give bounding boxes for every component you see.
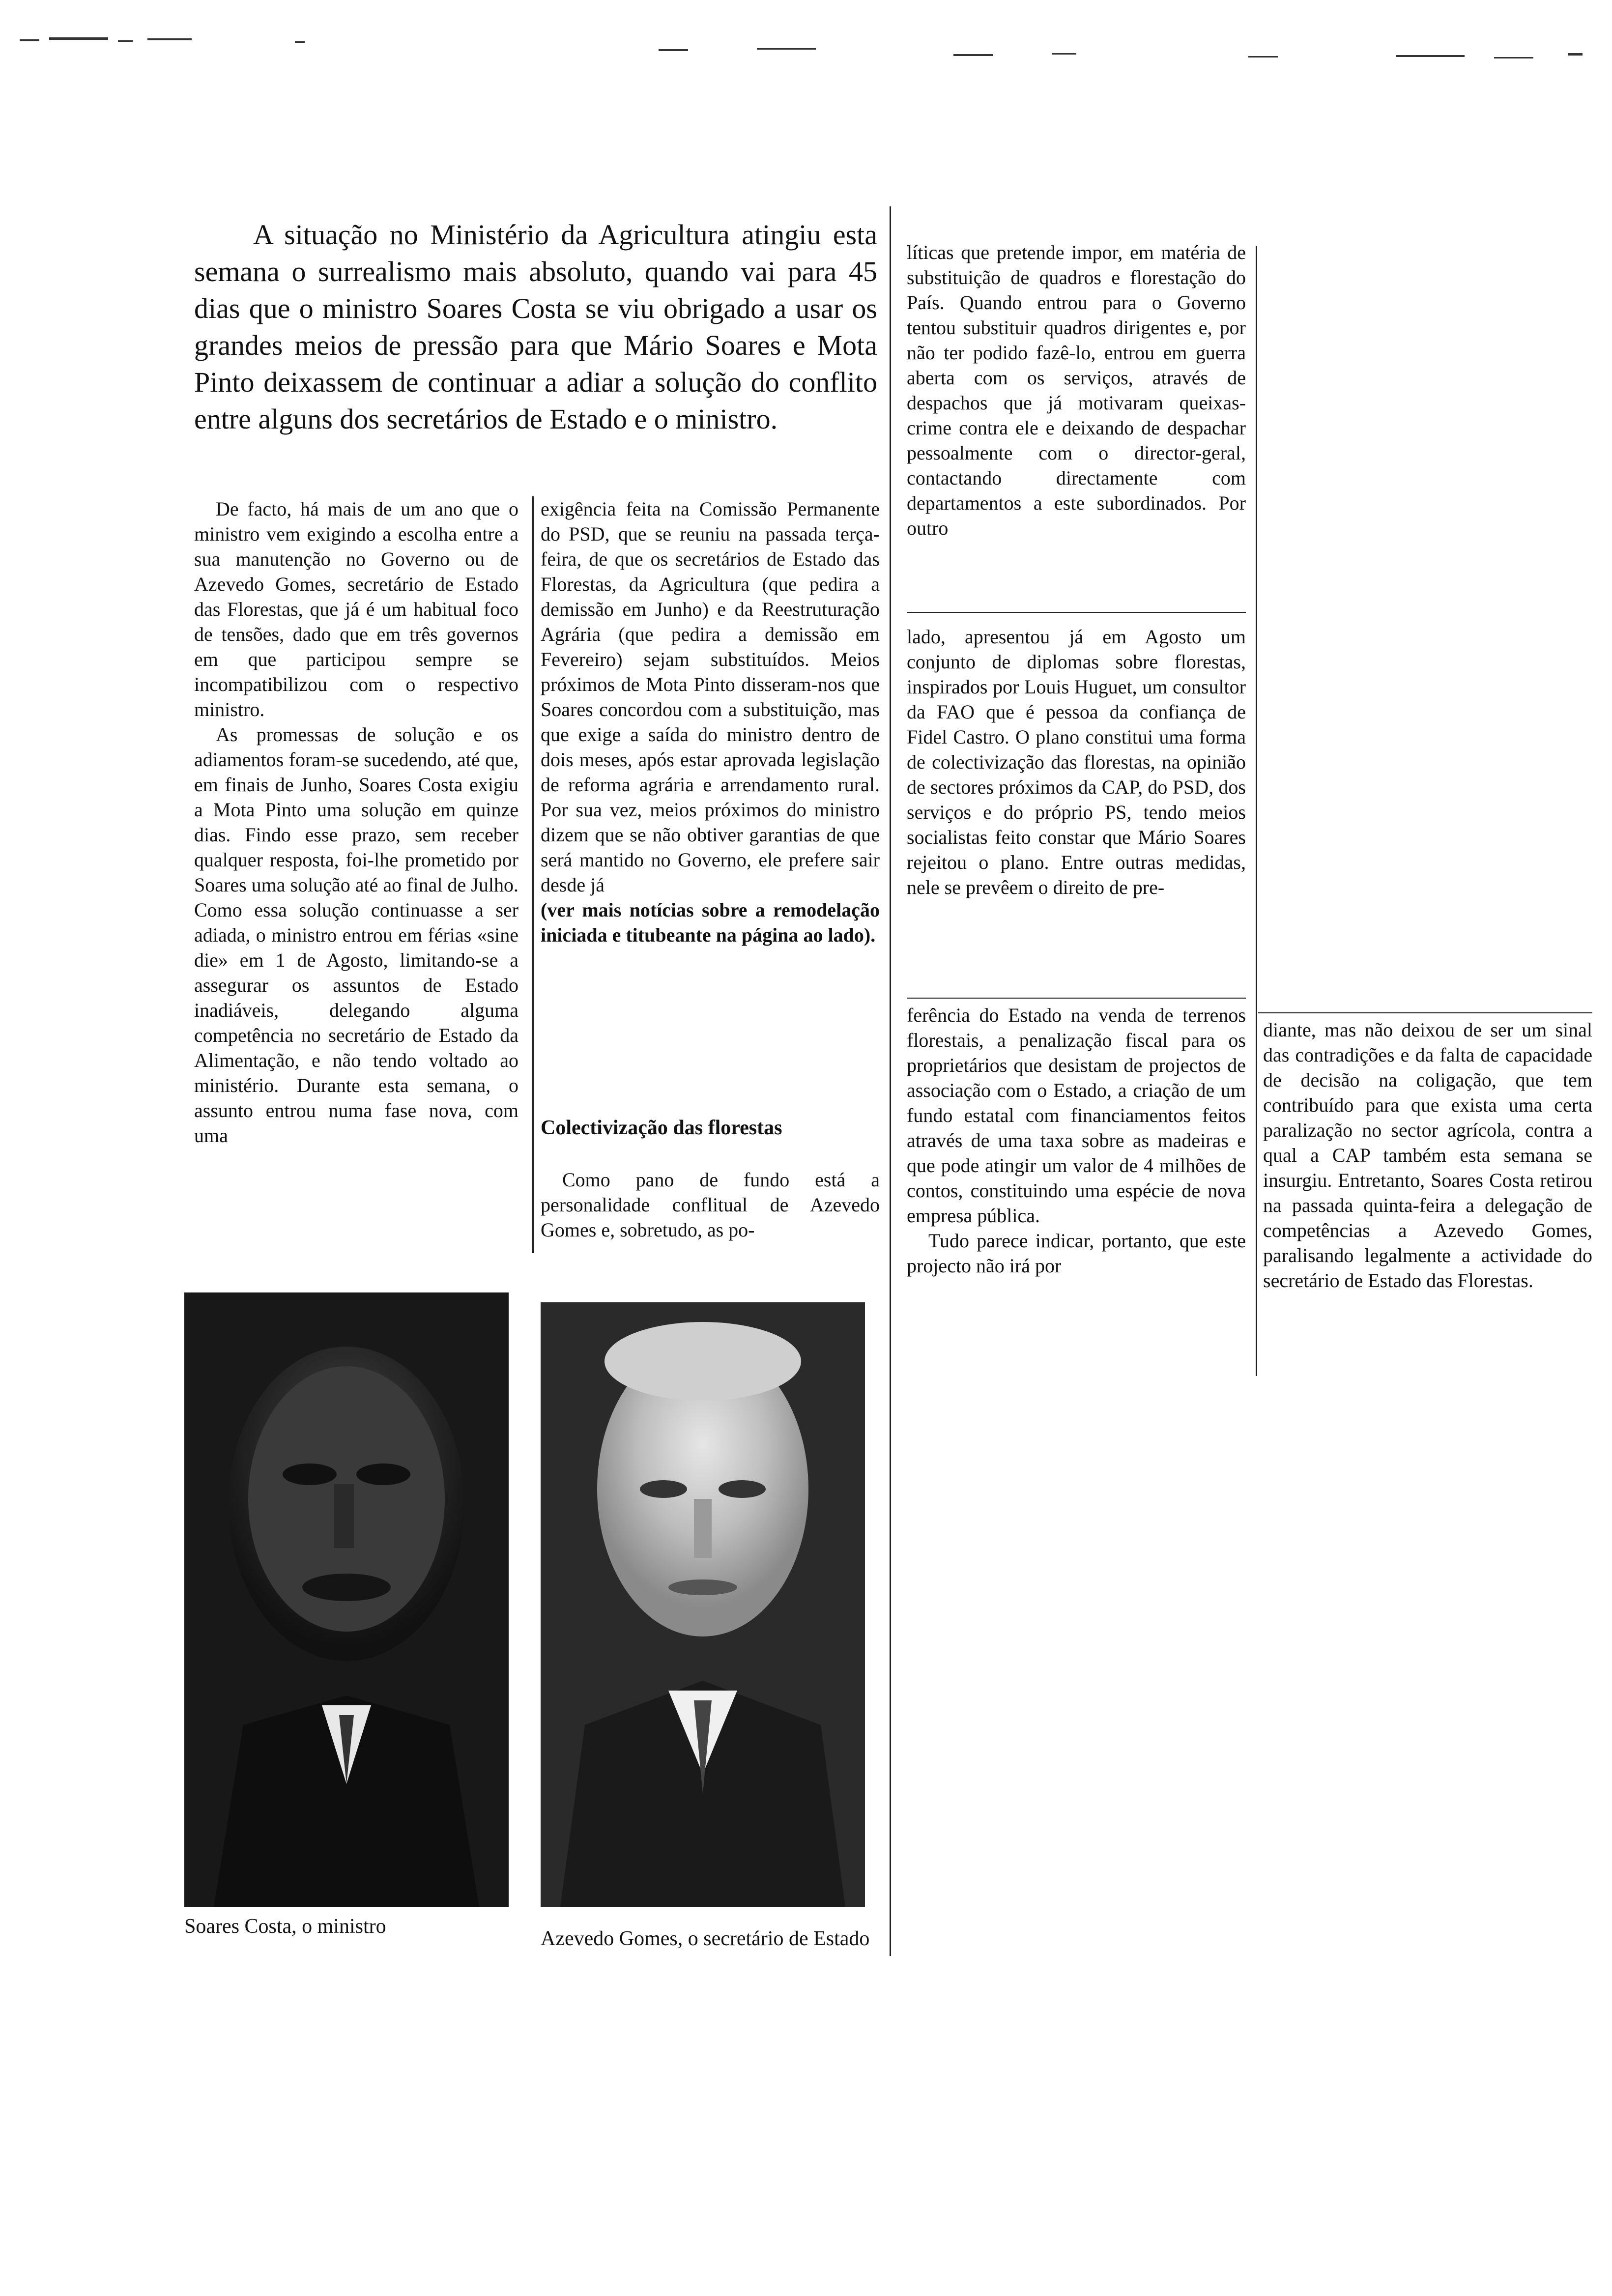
- article-column-3-middle: [907, 624, 1246, 900]
- column-rule: [890, 206, 891, 1956]
- section-subhead: Colectivização das florestas: [541, 1117, 782, 1139]
- paragraph: líticas que pretende impor, em matéria de substituição de quadros e florestação do País. Quando entrou para o Governo tentou substituir quadros dirigentes e, por não ter podido fazê-lo, entrou em guerra aberta com os serviços, através de despachos que já motivaram queixas-crime contra ele e deixando de despachar pessoalmente com o director-geral, contactando directamente com departamentos a este subordinados. Por outro: [907, 241, 1246, 539]
- portrait-image: [184, 1292, 509, 1907]
- photo-caption: Soares Costa, o ministro: [184, 1915, 386, 1938]
- article-column-1: [194, 496, 518, 1148]
- paragraph: ferência do Estado na venda de terrenos florestais, a penalização fiscal para os proprietários que desistam de projectos de associação com o Estado, a criação de um fundo estatal com financiamentos feitos através de uma taxa sobre as madeiras e que pode atingir um valor de 4 milhões de contos, constituindo uma espécie de nova empresa pública.: [907, 1004, 1246, 1227]
- paragraph: lado, apresentou já em Agosto um conjunto de diplomas sobre florestas, inspirados por Louis Huguet, um consultor da FAO que é pessoa da confiança de Fidel Castro. O plano constitui uma forma de colectivização das florestas, na opinião de sectores próximos da CAP, do PSD, dos serviços e do próprio PS, tendo meios socialistas feito constar que Mário Soares rejeitou o plano. Entre outras medidas, nele se prevêem o direito de pre-: [907, 626, 1246, 898]
- column-rule: [1258, 1012, 1592, 1013]
- paragraph: De facto, há mais de um ano que o ministro vem exigindo a escolha entre a sua manutenção no Governo ou de Azevedo Gomes, secretário de Estado das Florestas, que já é um habitual foco de tensões, dado que em três governos em que participou sempre se incompatibilizou com o respectivo ministro.: [194, 498, 518, 720]
- paragraph: exigência feita na Comissão Permanente do PSD, que se reuniu na passada terça-feira, de que os secretários de Estado das Florestas, da Agricultura (que pedira a demissão em Junho) e da Reestruturação Agrária (que pedira a demissão em Fevereiro) sejam substituídos. Meios próximos de Mota Pinto disseram-nos que Soares concordou com a substituição, mas que exige a saída do ministro dentro de dois meses, após estar aprovada legislação de reforma agrária e arrendamento rural. Por sua vez, meios próximos do ministro dizem que se não obtiver garantias de que será mantido no Governo, ele prefere sair desde já: [541, 498, 880, 896]
- scan-noise-top: [20, 34, 1592, 64]
- portrait-photo-azevedo-gomes: [541, 1302, 865, 1907]
- column-rule: [907, 998, 1246, 999]
- paragraph: As promessas de solução e os adiamentos foram-se sucedendo, até que, em finais de Junho, Soares Costa exigiu a Mota Pinto uma solução em quinze dias. Findo esse prazo, sem receber qualquer resposta, foi-lhe prometido por Soares uma solução até ao final de Julho. Como essa solução continuasse a ser adiada, o ministro entrou em férias «sine die» em 1 de Agosto, limitando-se a assegurar os assuntos de Estado inadiáveis, delegando alguma competência no secretário de Estado da Alimentação, e não tendo voltado ao ministério. Durante esta semana, o assunto entrou numa fase nova, com uma: [194, 723, 518, 1147]
- article-column-4: [1263, 1017, 1592, 1293]
- paragraph: diante, mas não deixou de ser um sinal das contradições e da falta de capacidade de decisão na coligação, que tem contribuído para que exista uma certa paralização no sector agrícola, contra a qual a CAP também esta semana se insurgiu. Entretanto, Soares Costa retirou na passada quinta-feira a delegação de competências a Azevedo Gomes, paralisando legalmente a actividade do secretário de Estado das Florestas.: [1263, 1019, 1592, 1292]
- article-column-2: [541, 496, 880, 947]
- cross-reference-note: (ver mais notícias sobre a remodelação iniciada e titubeante na página ao lado).: [541, 899, 880, 946]
- paragraph: Tudo parece indicar, portanto, que este projecto não irá por: [907, 1230, 1246, 1277]
- photo-caption: Azevedo Gomes, o secretário de Estado: [541, 1927, 870, 1950]
- lead-paragraph: A situação no Ministério da Agricultura atingiu esta semana o surrealismo mais absoluto, quando vai para 45 dias que o ministro Soares Costa se viu obrigado a usar os grandes meios de pressão para que Mário Soares e Mota Pinto deixassem de continuar a adiar a solução do conflito entre alguns dos secretários de Estado e o ministro.: [194, 219, 877, 435]
- portrait-image: [541, 1302, 865, 1907]
- article-column-2-continued: [541, 1167, 880, 1242]
- paragraph: Como pano de fundo está a personalidade conflitual de Azevedo Gomes e, sobretudo, as po-: [541, 1169, 880, 1241]
- column-rule: [907, 612, 1246, 613]
- column-rule: [532, 496, 534, 1253]
- column-rule: [1256, 246, 1257, 1376]
- article-column-3-bottom: [907, 1003, 1246, 1278]
- article-column-3-top: [907, 240, 1246, 541]
- portrait-photo-soares-costa: [184, 1292, 509, 1907]
